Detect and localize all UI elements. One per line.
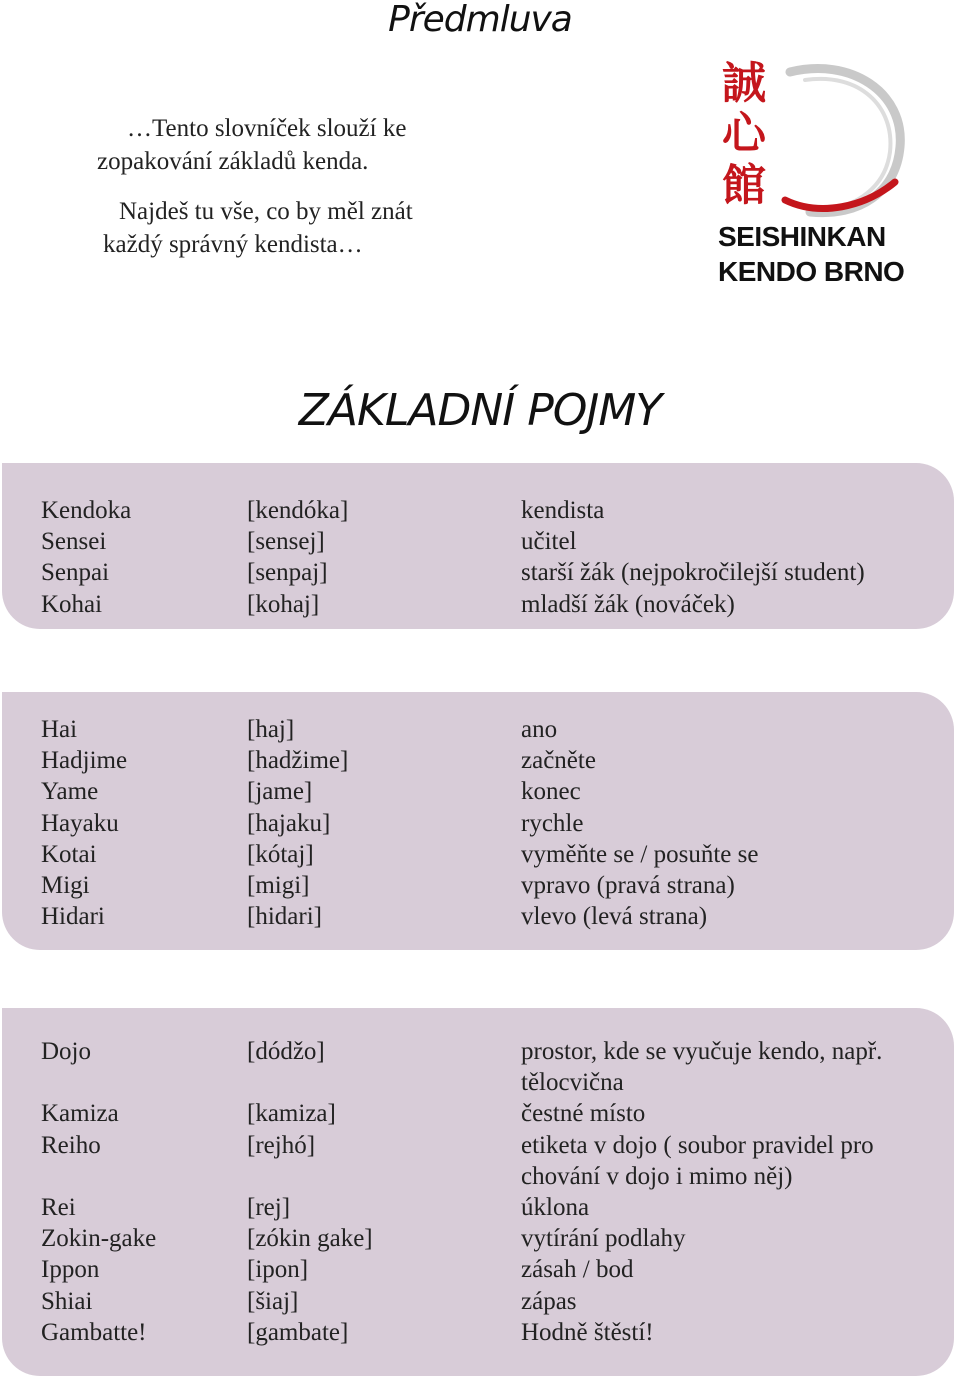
term-row: [2, 1130, 954, 1192]
pronunciation: [haj]: [247, 716, 295, 743]
pronunciation: [hajaku]: [247, 809, 331, 837]
term: Hidari: [41, 903, 105, 931]
pronunciation: [hadžime]: [247, 747, 349, 775]
intro-line-3: Najdeš tu vše, co by měl znát: [119, 198, 413, 225]
term-row: [2, 776, 954, 807]
logo-name-line-2: KENDO BRNO: [718, 256, 905, 287]
pronunciation: [gambate]: [247, 1318, 349, 1346]
term-row: [2, 589, 954, 620]
intro-line-1: …Tento slovníček slouží ke: [127, 115, 407, 142]
term-row: [2, 1223, 954, 1254]
term: Ippon: [41, 1256, 100, 1284]
meaning: kendista: [521, 497, 605, 524]
term: Shiai: [41, 1287, 93, 1315]
pronunciation: [rej]: [247, 1194, 291, 1222]
term: Yame: [41, 778, 99, 806]
logo-kanji-1: 誠: [722, 58, 766, 109]
pronunciation: [ipon]: [247, 1256, 309, 1284]
pronunciation: [senpaj]: [247, 559, 328, 587]
meaning: zápas: [521, 1287, 577, 1315]
meaning: zásah / bod: [521, 1256, 634, 1284]
meaning: čestné místo: [521, 1100, 646, 1128]
intro-line-4: každý správný kendista…: [103, 231, 363, 258]
term: Kamiza: [41, 1100, 119, 1128]
intro-line-2: zopakování základů kenda.: [97, 148, 369, 175]
pronunciation: [migi]: [247, 872, 310, 900]
logo-kanji-3: 館: [722, 160, 766, 211]
term-row: [2, 1317, 954, 1348]
term-row: [2, 745, 954, 776]
intro-paragraph-2: [103, 195, 523, 261]
logo-name-line-1: SEISHINKAN: [718, 221, 886, 252]
pronunciation: [kendóka]: [247, 497, 349, 524]
term-row: [2, 839, 954, 870]
meaning: úklona: [521, 1194, 590, 1222]
pronunciation: [hidari]: [247, 903, 322, 931]
pronunciation: [šiaj]: [247, 1287, 299, 1315]
term: Dojo: [41, 1038, 91, 1065]
term: Reiho: [41, 1131, 101, 1159]
meaning: mladší žák (nováček): [521, 590, 735, 618]
meaning: učitel: [521, 528, 577, 556]
meaning: Hodně štěstí!: [521, 1318, 654, 1346]
pronunciation: [sensej]: [247, 528, 325, 556]
term-row: [2, 1036, 954, 1098]
term-row: [2, 557, 954, 588]
section-title: ZÁKLADNÍ POJMY: [298, 385, 662, 436]
term-row: [2, 1254, 954, 1285]
intro-paragraph-1: [97, 112, 517, 178]
meaning: rychle: [521, 809, 584, 837]
meaning: vpravo (pravá strana): [521, 872, 735, 900]
meaning: starší žák (nejpokročilejší student): [521, 559, 865, 587]
meaning: vyměňte se / posuňte se: [521, 840, 759, 868]
meaning: etiketa v dojo ( soubor pravidel pro chování v dojo i mimo něj): [521, 1131, 874, 1190]
pronunciation: [jame]: [247, 778, 313, 806]
term-row: [2, 1098, 954, 1129]
term-row: [2, 1286, 954, 1317]
pronunciation: [rejhó]: [247, 1131, 316, 1159]
terms-group-commands: [2, 692, 954, 950]
meaning: konec: [521, 778, 581, 806]
term: Gambatte!: [41, 1318, 147, 1346]
term-row: [2, 808, 954, 839]
terms-group-people: [2, 463, 954, 629]
term: Kotai: [41, 840, 97, 868]
term: Migi: [41, 872, 90, 900]
term: Kendoka: [41, 497, 132, 524]
term-row: [2, 870, 954, 901]
meaning: prostor, kde se vyučuje kendo, např. tělocvična: [521, 1038, 883, 1097]
term-row: [2, 495, 954, 526]
term: Rei: [41, 1194, 76, 1222]
pronunciation: [kohaj]: [247, 590, 320, 618]
terms-group-dojo: [2, 1008, 954, 1376]
seishinkan-logo: [700, 52, 920, 292]
term-row: [2, 1192, 954, 1223]
term-row: [2, 901, 954, 932]
term: Sensei: [41, 528, 107, 556]
page-title: Předmluva: [388, 0, 572, 40]
term: Kohai: [41, 590, 103, 618]
pronunciation: [kótaj]: [247, 840, 314, 868]
term: Senpai: [41, 559, 110, 587]
meaning: začněte: [521, 747, 596, 775]
pronunciation: [kamiza]: [247, 1100, 336, 1128]
term-row: [2, 526, 954, 557]
meaning: ano: [521, 716, 558, 743]
term: Hayaku: [41, 809, 119, 837]
term-row: [2, 714, 954, 745]
logo-kanji-2: 心: [722, 108, 766, 159]
term: Zokin-gake: [41, 1225, 157, 1253]
term: Hai: [41, 716, 78, 743]
term: Hadjime: [41, 747, 128, 775]
meaning: vytírání podlahy: [521, 1225, 686, 1253]
pronunciation: [zókin gake]: [247, 1225, 373, 1253]
pronunciation: [dódžo]: [247, 1038, 325, 1065]
meaning: vlevo (levá strana): [521, 903, 708, 931]
